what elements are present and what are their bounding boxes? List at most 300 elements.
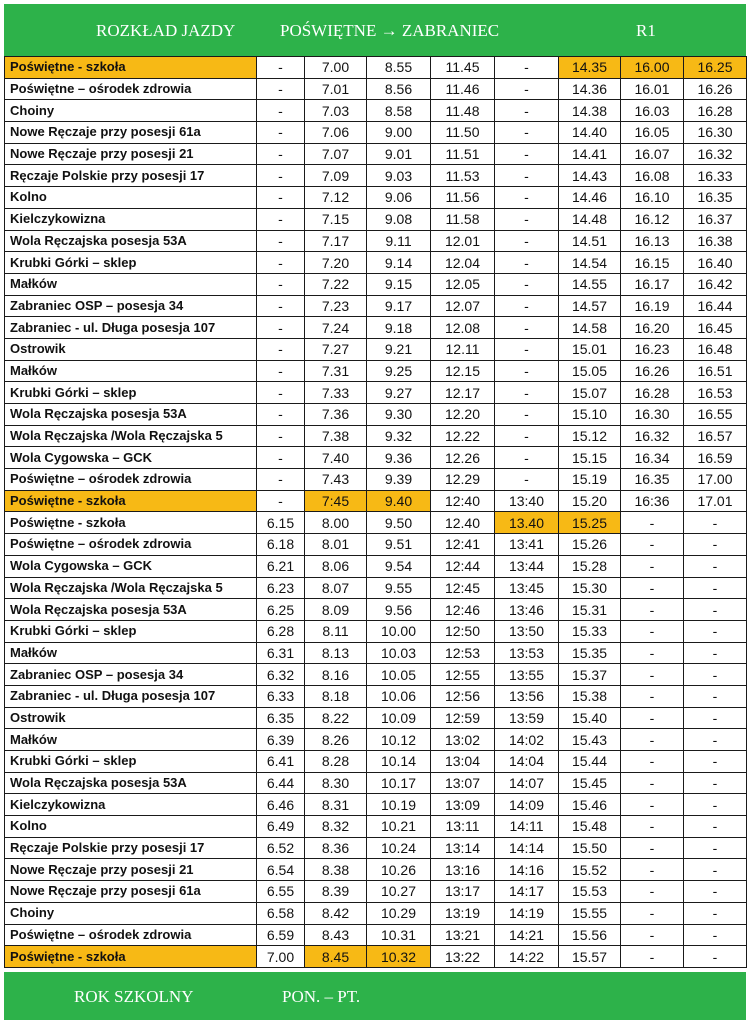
departure-time-cell: 9.32 [367, 425, 431, 447]
table-row [5, 469, 747, 491]
departure-time-cell: 7.01 [305, 78, 367, 100]
departure-time-cell: - [621, 794, 684, 816]
departure-time-cell: 12.15 [431, 360, 495, 382]
departure-time-cell: 16.57 [684, 425, 747, 447]
departure-time-cell: - [257, 143, 305, 165]
departure-time-cell: - [621, 707, 684, 729]
departure-time-cell: 16.26 [684, 78, 747, 100]
departure-time-cell: 10.21 [367, 816, 431, 838]
departure-time-cell: - [684, 881, 747, 903]
departure-time-cell: 14:21 [495, 924, 559, 946]
stop-name-cell: Zabraniec OSP – posesja 34 [5, 664, 257, 686]
stop-name-cell: Zabraniec - ul. Długa posesja 107 [5, 317, 257, 339]
departure-time-cell: 14.43 [559, 165, 621, 187]
table-row [5, 642, 747, 664]
departure-time-cell: - [257, 230, 305, 252]
departure-time-cell: 8.38 [305, 859, 367, 881]
departure-time-cell: - [621, 859, 684, 881]
departure-time-cell: 11.51 [431, 143, 495, 165]
departure-time-cell: 15.28 [559, 555, 621, 577]
departure-time-cell: - [684, 534, 747, 556]
departure-time-cell: 16.12 [621, 208, 684, 230]
departure-time-cell: - [684, 794, 747, 816]
departure-time-cell: 8.22 [305, 707, 367, 729]
stop-name-cell: Kolno [5, 187, 257, 209]
departure-time-cell: 12:41 [431, 534, 495, 556]
table-row [5, 902, 747, 924]
departure-time-cell: 9.25 [367, 360, 431, 382]
departure-time-cell: 7.12 [305, 187, 367, 209]
departure-time-cell: 16.28 [684, 100, 747, 122]
table-row [5, 685, 747, 707]
departure-time-cell: 7.23 [305, 295, 367, 317]
departure-time-cell: 16.03 [621, 100, 684, 122]
departure-time-cell: 13.40 [495, 512, 559, 534]
departure-time-cell: 15.45 [559, 772, 621, 794]
departure-time-cell: 12.04 [431, 252, 495, 274]
departure-time-cell: 11.50 [431, 122, 495, 144]
weekdays-label: PON. – PT. [282, 987, 361, 1006]
timetable-table [4, 56, 747, 968]
departure-time-cell: 15.50 [559, 837, 621, 859]
departure-time-cell: 15.07 [559, 382, 621, 404]
departure-time-cell: 12:59 [431, 707, 495, 729]
table-row [5, 360, 747, 382]
departure-time-cell: 15.35 [559, 642, 621, 664]
departure-time-cell: - [257, 490, 305, 512]
departure-time-cell: 8.06 [305, 555, 367, 577]
table-row [5, 512, 747, 534]
departure-time-cell: 13:11 [431, 816, 495, 838]
timetable-header [4, 4, 746, 56]
departure-time-cell: 7.15 [305, 208, 367, 230]
departure-time-cell: 16.30 [684, 122, 747, 144]
departure-time-cell: 13:07 [431, 772, 495, 794]
timetable-sheet [4, 4, 746, 1020]
departure-time-cell: 10.06 [367, 685, 431, 707]
departure-time-cell: 7.40 [305, 447, 367, 469]
departure-time-cell: - [257, 404, 305, 426]
departure-time-cell: 6.55 [257, 881, 305, 903]
departure-time-cell: 11.56 [431, 187, 495, 209]
departure-time-cell: 15.46 [559, 794, 621, 816]
table-row [5, 816, 747, 838]
departure-time-cell: 10.05 [367, 664, 431, 686]
departure-time-cell: - [257, 187, 305, 209]
departure-time-cell: 6.33 [257, 685, 305, 707]
table-row [5, 859, 747, 881]
table-row [5, 664, 747, 686]
departure-time-cell: - [621, 555, 684, 577]
departure-time-cell: - [257, 338, 305, 360]
departure-time-cell: 10.31 [367, 924, 431, 946]
departure-time-cell: 14.58 [559, 317, 621, 339]
departure-time-cell: 9.01 [367, 143, 431, 165]
departure-time-cell: 8.09 [305, 599, 367, 621]
departure-time-cell: 15.01 [559, 338, 621, 360]
stop-name-cell: Ręczaje Polskie przy posesji 17 [5, 837, 257, 859]
departure-time-cell: 7.17 [305, 230, 367, 252]
departure-time-cell: 14.54 [559, 252, 621, 274]
departure-time-cell: 14:16 [495, 859, 559, 881]
departure-time-cell: 12:56 [431, 685, 495, 707]
departure-time-cell: 9.08 [367, 208, 431, 230]
departure-time-cell: 9.30 [367, 404, 431, 426]
departure-time-cell: 7.03 [305, 100, 367, 122]
departure-time-cell: 9.50 [367, 512, 431, 534]
departure-time-cell: 12:46 [431, 599, 495, 621]
departure-time-cell: 15.52 [559, 859, 621, 881]
departure-time-cell: - [495, 252, 559, 274]
stop-name-cell: Małków [5, 360, 257, 382]
departure-time-cell: 8.32 [305, 816, 367, 838]
departure-time-cell: 8.13 [305, 642, 367, 664]
departure-time-cell: 14:11 [495, 816, 559, 838]
stop-name-cell: Małków [5, 729, 257, 751]
departure-time-cell: 7.00 [257, 946, 305, 968]
departure-time-cell: 13:55 [495, 664, 559, 686]
departure-time-cell: 16.42 [684, 273, 747, 295]
departure-time-cell: - [495, 122, 559, 144]
departure-time-cell: - [621, 729, 684, 751]
departure-time-cell: - [621, 512, 684, 534]
departure-time-cell: 6.52 [257, 837, 305, 859]
departure-time-cell: 16.20 [621, 317, 684, 339]
table-row [5, 273, 747, 295]
departure-time-cell: 8.36 [305, 837, 367, 859]
departure-time-cell: 12:40 [431, 490, 495, 512]
departure-time-cell: 16.48 [684, 338, 747, 360]
departure-time-cell: 10.12 [367, 729, 431, 751]
departure-time-cell: 17.01 [684, 490, 747, 512]
table-row [5, 620, 747, 642]
departure-time-cell: 10.27 [367, 881, 431, 903]
departure-time-cell: 6.54 [257, 859, 305, 881]
departure-time-cell: - [495, 273, 559, 295]
departure-time-cell: 12.11 [431, 338, 495, 360]
departure-time-cell: 12.40 [431, 512, 495, 534]
departure-time-cell: 10.17 [367, 772, 431, 794]
table-row [5, 78, 747, 100]
departure-time-cell: 8.30 [305, 772, 367, 794]
departure-time-cell: - [684, 707, 747, 729]
departure-time-cell: - [495, 338, 559, 360]
departure-time-cell: 15.48 [559, 816, 621, 838]
timetable-body [5, 57, 747, 968]
table-row [5, 230, 747, 252]
table-row [5, 490, 747, 512]
departure-time-cell: - [621, 772, 684, 794]
departure-time-cell: 13:16 [431, 859, 495, 881]
departure-time-cell: - [684, 837, 747, 859]
table-row [5, 772, 747, 794]
table-row [5, 187, 747, 209]
departure-time-cell: 13:53 [495, 642, 559, 664]
departure-time-cell: 7.24 [305, 317, 367, 339]
departure-time-cell: - [495, 295, 559, 317]
departure-time-cell: 15.26 [559, 534, 621, 556]
departure-time-cell: 13:09 [431, 794, 495, 816]
departure-time-cell: 12.17 [431, 382, 495, 404]
departure-time-cell: 13:19 [431, 902, 495, 924]
table-row [5, 534, 747, 556]
table-row [5, 404, 747, 426]
departure-time-cell: 14.35 [559, 57, 621, 79]
departure-time-cell: 6.41 [257, 751, 305, 773]
departure-time-cell: 9.55 [367, 577, 431, 599]
departure-time-cell: 10.14 [367, 751, 431, 773]
departure-time-cell: 8.39 [305, 881, 367, 903]
departure-time-cell: - [684, 620, 747, 642]
departure-time-cell: - [621, 751, 684, 773]
departure-time-cell: - [495, 382, 559, 404]
departure-time-cell: 9.00 [367, 122, 431, 144]
stop-name-cell: Kielczykowizna [5, 794, 257, 816]
departure-time-cell: - [495, 230, 559, 252]
table-row [5, 555, 747, 577]
table-row [5, 881, 747, 903]
departure-time-cell: 12:44 [431, 555, 495, 577]
departure-time-cell: 14:09 [495, 794, 559, 816]
departure-time-cell: 15.31 [559, 599, 621, 621]
departure-time-cell: 9.36 [367, 447, 431, 469]
departure-time-cell: 16.37 [684, 208, 747, 230]
departure-time-cell: - [495, 143, 559, 165]
departure-time-cell: 14:14 [495, 837, 559, 859]
departure-time-cell: - [495, 360, 559, 382]
departure-time-cell: 7.31 [305, 360, 367, 382]
departure-time-cell: 16.34 [621, 447, 684, 469]
departure-time-cell: 6.58 [257, 902, 305, 924]
departure-time-cell: - [684, 685, 747, 707]
departure-time-cell: - [621, 837, 684, 859]
departure-time-cell: 16.30 [621, 404, 684, 426]
table-row [5, 729, 747, 751]
departure-time-cell: 9.21 [367, 338, 431, 360]
departure-time-cell: 8.07 [305, 577, 367, 599]
departure-time-cell: 9.51 [367, 534, 431, 556]
school-year-label: ROK SZKOLNY [74, 987, 194, 1006]
departure-time-cell: 16.05 [621, 122, 684, 144]
departure-time-cell: 16.55 [684, 404, 747, 426]
departure-time-cell: 6.21 [257, 555, 305, 577]
stop-name-cell: Nowe Ręczaje przy posesji 21 [5, 859, 257, 881]
departure-time-cell: - [684, 924, 747, 946]
departure-time-cell: - [684, 816, 747, 838]
departure-time-cell: 8.31 [305, 794, 367, 816]
departure-time-cell: - [257, 295, 305, 317]
departure-time-cell: - [257, 469, 305, 491]
departure-time-cell: 14.36 [559, 78, 621, 100]
departure-time-cell: 6.31 [257, 642, 305, 664]
stop-name-cell: Poświętne – ośrodek zdrowia [5, 469, 257, 491]
departure-time-cell: 15.12 [559, 425, 621, 447]
departure-time-cell: 15.53 [559, 881, 621, 903]
departure-time-cell: - [684, 751, 747, 773]
departure-time-cell: 7.22 [305, 273, 367, 295]
departure-time-cell: 15.30 [559, 577, 621, 599]
departure-time-cell: 8.58 [367, 100, 431, 122]
departure-time-cell: 9.39 [367, 469, 431, 491]
departure-time-cell: 11.46 [431, 78, 495, 100]
departure-time-cell: 9.14 [367, 252, 431, 274]
departure-time-cell: 7.38 [305, 425, 367, 447]
departure-time-cell: 8.45 [305, 946, 367, 968]
departure-time-cell: - [621, 534, 684, 556]
departure-time-cell: 15.10 [559, 404, 621, 426]
stop-name-cell: Krubki Górki – sklep [5, 620, 257, 642]
table-row [5, 707, 747, 729]
departure-time-cell: 12.07 [431, 295, 495, 317]
table-row [5, 751, 747, 773]
departure-time-cell: 13:41 [495, 534, 559, 556]
departure-time-cell: 16.00 [621, 57, 684, 79]
departure-time-cell: - [257, 382, 305, 404]
departure-time-cell: 12.08 [431, 317, 495, 339]
departure-time-cell: 16.25 [684, 57, 747, 79]
departure-time-cell: 7.00 [305, 57, 367, 79]
departure-time-cell: 15.56 [559, 924, 621, 946]
departure-time-cell: 14.41 [559, 143, 621, 165]
departure-time-cell: 6.44 [257, 772, 305, 794]
departure-time-cell: - [684, 859, 747, 881]
departure-time-cell: 7.09 [305, 165, 367, 187]
departure-time-cell: - [257, 122, 305, 144]
departure-time-cell: 7.36 [305, 404, 367, 426]
departure-time-cell: 7.33 [305, 382, 367, 404]
stop-name-cell: Wola Ręczajska posesja 53A [5, 599, 257, 621]
stop-name-cell: Poświętne - szkoła [5, 512, 257, 534]
departure-time-cell: 16.53 [684, 382, 747, 404]
departure-time-cell: 14.55 [559, 273, 621, 295]
departure-time-cell: 6.18 [257, 534, 305, 556]
table-row [5, 165, 747, 187]
departure-time-cell: - [684, 577, 747, 599]
departure-time-cell: 8.28 [305, 751, 367, 773]
departure-time-cell: 8.00 [305, 512, 367, 534]
stop-name-cell: Wola Ręczajska /Wola Ręczajska 5 [5, 425, 257, 447]
departure-time-cell: 6.46 [257, 794, 305, 816]
departure-time-cell: 16.23 [621, 338, 684, 360]
timetable-footer [4, 972, 746, 1020]
departure-time-cell: 14:07 [495, 772, 559, 794]
departure-time-cell: 14:04 [495, 751, 559, 773]
departure-time-cell: 16.38 [684, 230, 747, 252]
departure-time-cell: 16.40 [684, 252, 747, 274]
departure-time-cell: - [495, 78, 559, 100]
departure-time-cell: 10.09 [367, 707, 431, 729]
departure-time-cell: - [621, 816, 684, 838]
departure-time-cell: 9.11 [367, 230, 431, 252]
departure-time-cell: - [495, 447, 559, 469]
departure-time-cell: 16.51 [684, 360, 747, 382]
table-row [5, 57, 747, 79]
departure-time-cell: 16.35 [621, 469, 684, 491]
stop-name-cell: Nowe Ręczaje przy posesji 21 [5, 143, 257, 165]
table-row [5, 599, 747, 621]
departure-time-cell: 12.01 [431, 230, 495, 252]
departure-time-cell: 13:02 [431, 729, 495, 751]
stop-name-cell: Małków [5, 642, 257, 664]
departure-time-cell: 8.18 [305, 685, 367, 707]
departure-time-cell: 13:45 [495, 577, 559, 599]
stop-name-cell: Wola Ręczajska posesja 53A [5, 230, 257, 252]
departure-time-cell: 11.53 [431, 165, 495, 187]
departure-time-cell: 14.46 [559, 187, 621, 209]
departure-time-cell: 14:02 [495, 729, 559, 751]
timetable-title: ROZKŁAD JAZDY [96, 21, 236, 40]
departure-time-cell: 16.44 [684, 295, 747, 317]
departure-time-cell: 13:56 [495, 685, 559, 707]
departure-time-cell: 8.55 [367, 57, 431, 79]
departure-time-cell: 13:50 [495, 620, 559, 642]
departure-time-cell: 16.32 [621, 425, 684, 447]
departure-time-cell: 8.16 [305, 664, 367, 686]
departure-time-cell: - [621, 664, 684, 686]
departure-time-cell: - [257, 100, 305, 122]
departure-time-cell: - [684, 946, 747, 968]
departure-time-cell: 9.56 [367, 599, 431, 621]
departure-time-cell: 10.00 [367, 620, 431, 642]
departure-time-cell: 14.57 [559, 295, 621, 317]
departure-time-cell: - [621, 620, 684, 642]
stop-name-cell: Kolno [5, 816, 257, 838]
departure-time-cell: - [684, 512, 747, 534]
departure-time-cell: 13:40 [495, 490, 559, 512]
departure-time-cell: 7.07 [305, 143, 367, 165]
departure-time-cell: 8.43 [305, 924, 367, 946]
departure-time-cell: - [495, 165, 559, 187]
departure-time-cell: 11.45 [431, 57, 495, 79]
departure-time-cell: 9.17 [367, 295, 431, 317]
line-number: R1 [636, 21, 656, 40]
table-row [5, 946, 747, 968]
departure-time-cell: 15.33 [559, 620, 621, 642]
departure-time-cell: 8.01 [305, 534, 367, 556]
table-row [5, 924, 747, 946]
departure-time-cell: 15.57 [559, 946, 621, 968]
stop-name-cell: Wola Cygowska – GCK [5, 555, 257, 577]
departure-time-cell: 12:45 [431, 577, 495, 599]
departure-time-cell: 15.38 [559, 685, 621, 707]
departure-time-cell: 12:55 [431, 664, 495, 686]
stop-name-cell: Wola Ręczajska /Wola Ręczajska 5 [5, 577, 257, 599]
stop-name-cell: Poświętne – ośrodek zdrowia [5, 924, 257, 946]
departure-time-cell: 16.08 [621, 165, 684, 187]
departure-time-cell: 13:59 [495, 707, 559, 729]
departure-time-cell: - [621, 924, 684, 946]
stop-name-cell: Krubki Górki – sklep [5, 252, 257, 274]
departure-time-cell: 16.35 [684, 187, 747, 209]
departure-time-cell: 15.20 [559, 490, 621, 512]
departure-time-cell: 13:17 [431, 881, 495, 903]
departure-time-cell: 10.26 [367, 859, 431, 881]
departure-time-cell: - [684, 599, 747, 621]
route-label: POŚWIĘTNE → ZABRANIEC [280, 21, 500, 40]
departure-time-cell: - [684, 729, 747, 751]
departure-time-cell: 14.40 [559, 122, 621, 144]
departure-time-cell: 14:19 [495, 902, 559, 924]
departure-time-cell: - [257, 447, 305, 469]
table-row [5, 425, 747, 447]
departure-time-cell: 13:22 [431, 946, 495, 968]
table-row [5, 295, 747, 317]
departure-time-cell: 6.23 [257, 577, 305, 599]
departure-time-cell: 15.15 [559, 447, 621, 469]
departure-time-cell: 13:14 [431, 837, 495, 859]
departure-time-cell: 13:21 [431, 924, 495, 946]
departure-time-cell: 15.43 [559, 729, 621, 751]
